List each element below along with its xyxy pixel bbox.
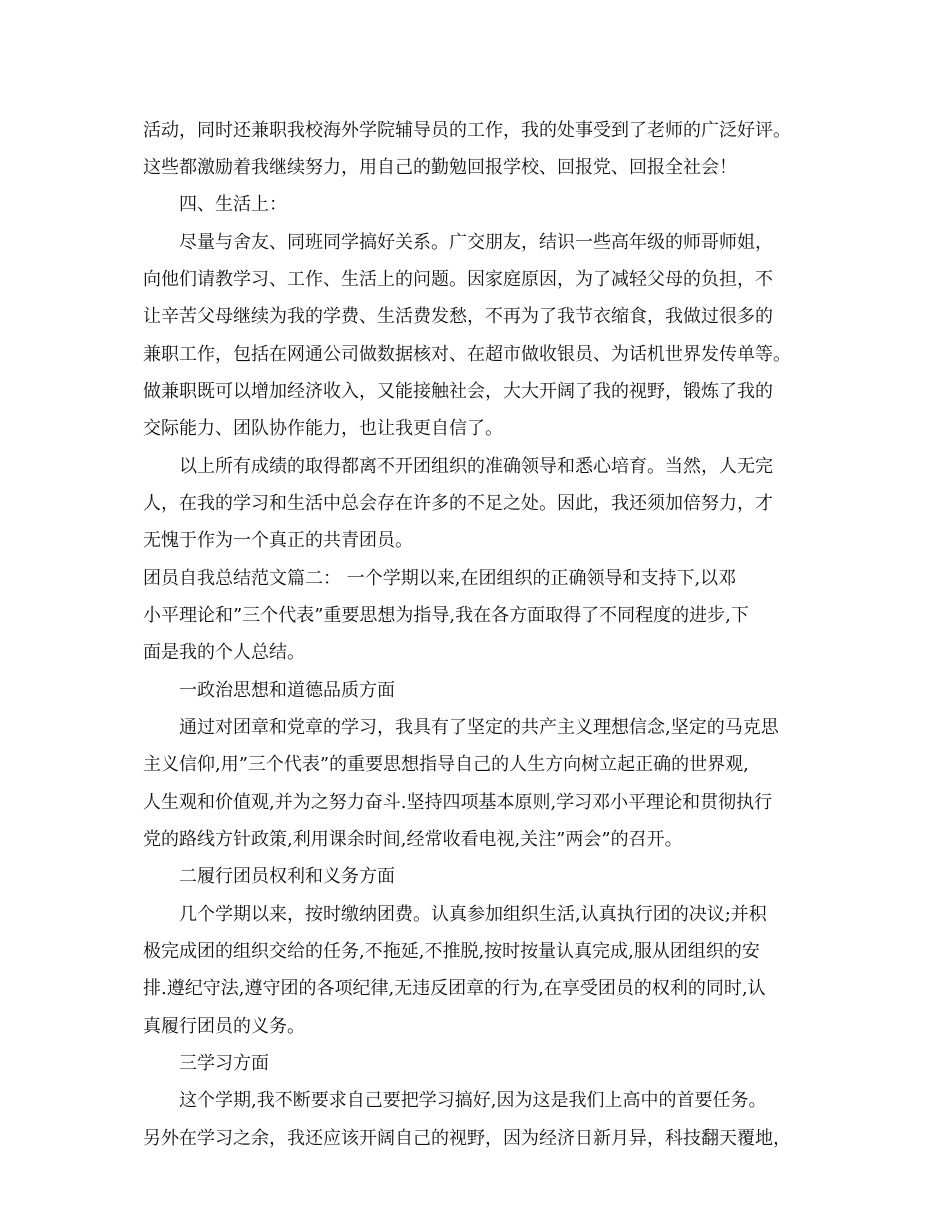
text-line: 尽量与舍友、同班同学搞好关系。广交朋友，结识一些高年级的师哥师姐， <box>179 232 773 253</box>
text-line: 让辛苦父母继续为我的学费、生活费发愁，不再为了我节衣缩食，我做过很多的 <box>143 306 773 327</box>
section-heading: 二履行团员权利和义务方面 <box>179 866 395 887</box>
section-heading: 四、生活上： <box>179 194 287 215</box>
text-line: 几个学期以来，按时缴纳团费。认真参加组织生活,认真执行团的决议;并积 <box>179 904 767 925</box>
text-line: 通过对团章和党章的学习，我具有了坚定的共产主义理想信念,坚定的马克思 <box>179 717 779 738</box>
text-line: 人，在我的学习和生活中总会存在许多的不足之处。因此，我还须加倍努力，才 <box>143 493 773 514</box>
text-line: 人生观和价值观,并为之努力奋斗.坚持四项基本原则,学习邓小平理论和贯彻执行 <box>143 792 773 813</box>
text-line: 党的路线方针政策,利用课余时间,经常收看电视,关注”两会”的召开。 <box>143 829 683 850</box>
text-line: 团员自我总结范文篇二： 一个学期以来,在团组织的正确领导和支持下,以邓 <box>143 568 737 589</box>
text-line: 以上所有成绩的取得都离不开团组织的准确领导和悉心培育。当然，人无完 <box>179 456 773 477</box>
text-line: 交际能力、团队协作能力，也让我更自信了。 <box>143 418 503 439</box>
section-heading: 三学习方面 <box>179 1053 269 1074</box>
text-line: 真履行团员的义务。 <box>143 1016 305 1037</box>
text-line: 主义信仰,用”三个代表”的重要思想指导自己的人生方向树立起正确的世界观, <box>143 754 749 775</box>
text-line: 极完成团的组织交给的任务,不拖延,不推脱,按时按量认真完成,服从团组织的安 <box>143 941 760 962</box>
text-line: 这个学期,我不断要求自己要把学习搞好,因为这是我们上高中的首要任务。 <box>179 1090 767 1111</box>
text-line: 做兼职既可以增加经济收入，又能接触社会，大大开阔了我的视野，锻炼了我的 <box>143 381 773 402</box>
text-line: 兼职工作，包括在网通公司做数据核对、在超市做收银员、为话机世界发传单等。 <box>143 344 791 365</box>
text-line: 向他们请教学习、工作、生活上的问题。因家庭原因，为了减轻父母的负担，不 <box>143 269 773 290</box>
text-line: 排.遵纪守法,遵守团的各项纪律,无违反团章的行为,在享受团员的权利的同时,认 <box>143 978 766 999</box>
text-line: 另外在学习之余，我还应该开阔自己的视野，因为经济日新月异，科技翻天覆地， <box>143 1128 791 1149</box>
text-line: 这些都激励着我继续努力，用自己的勤勉回报学校、回报党、回报全社会！ <box>143 157 737 178</box>
text-line: 面是我的个人总结。 <box>143 642 305 663</box>
text-line: 小平理论和”三个代表”重要思想为指导,我在各方面取得了不同程度的进步,下 <box>143 605 749 626</box>
text-line: 活动，同时还兼职我校海外学院辅导员的工作，我的处事受到了老师的广泛好评。 <box>143 120 791 141</box>
section-heading: 一政治思想和道德品质方面 <box>179 680 395 701</box>
text-line: 无愧于作为一个真正的共青团员。 <box>143 530 413 551</box>
